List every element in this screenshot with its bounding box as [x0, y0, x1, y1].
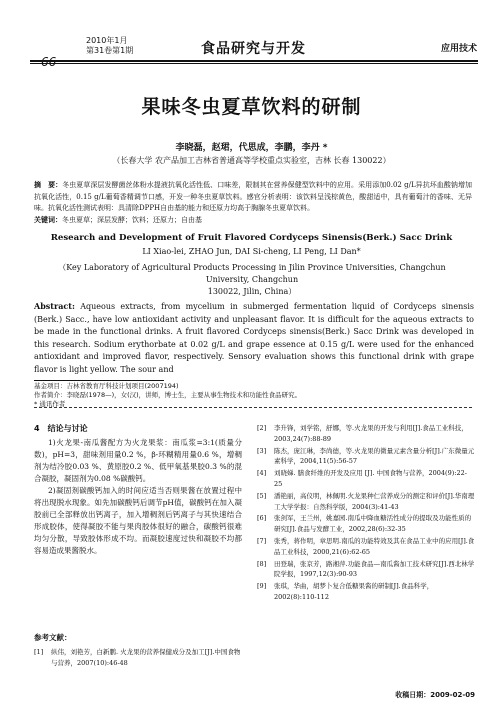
body-paragraph: 2)凝固剂碳酸钙加入的时间应适当否则果酱在放置过程中将出现脱水现象。如先加碳酸钙后调节pH值，碳酸钙在加入凝胶前已全部释放出钙离子，加入增稠剂后钙离子与其快速结合形成胶体，使得凝胶不能与果肉胶体很好的融合，碳酸钙很难均匀分散，导致胶体形成不均。而凝胶速度过快和凝胶不均都容易造成果酱脱水。: [34, 486, 242, 555]
issue-volume: 第31卷第1期: [86, 46, 134, 55]
section-divider: [34, 407, 472, 408]
keywords-text: 冬虫夏草；深层发酵；饮料；还原力；自由基: [62, 216, 202, 224]
reference-item: [5] 潘艳丽，高仪明，林佩明.火龙果种仁营养成分的测定和评价[J].华南理工大学学报：自然科学版，2004(3):41-43: [257, 491, 475, 511]
received-date: 收稿日期：2009-02-09: [395, 691, 475, 699]
english-affiliation-line2: 130022, Jilin, China）: [207, 287, 297, 296]
footnote-rule: [34, 380, 164, 381]
reference-item: [2] 李升锋，刘学铭，舒娜，等.火龙果的开发与利用[J].食品工业科技，2003,24(7):88-89: [257, 424, 468, 443]
body-left-column: [34, 423, 242, 557]
footnote-corresponding: * 通讯作者: [34, 400, 66, 408]
references-left: [34, 647, 242, 670]
header-rule-thin: [30, 63, 478, 64]
section-name: 应用技术: [440, 44, 477, 54]
english-affiliation: [36, 262, 468, 298]
journal-name: 食品研究与开发: [201, 41, 306, 57]
english-abstract-text: Aqueous extracts, from mycelium in submerged fermentation liquid of Cordyceps sinensis (Berk.) Sacc., have low antioxidant activity and unpleasant flavor. It is difficult for the aqueous extracts to be made in the functional drinks. A fruit flavored Cordyceps sinensis(Berk.) Sacc Drink was developed in this research. Sodium erythorbate at 0.02 g/L and grape essence at 0.15 g/L were used for the enhanced antioxidant and improved flavor, respectively. Sensory evaluation shows this functional drink with grape flavor is light yellow. The sour and: [34, 302, 474, 374]
abstract-text: 冬虫夏草深层发酵菌丝体粉水提液抗氧化活性低、口味差，限制其在营养保健型饮料中的应用。采用添加0.02 g/L异抗坏血酸钠增加抗氧化活性，0.15 g/L葡萄香精调节口感，开发一种冬虫夏草饮料。感官分析表明：该饮料呈浅棕黄色，酸甜适中，具有葡萄汁的香味、无异味。抗氧化活性测试表明：具清除DPPH自由基的能力和还原力均高于胸腺冬虫夏草饮料。: [34, 181, 472, 212]
references-heading: 参考文献：: [34, 633, 72, 642]
references-right: [257, 423, 475, 604]
article-title: 果味冬虫夏草饮料的研制: [141, 96, 362, 118]
english-authors: LI Xiao-lei, ZHAO Jun, DAI Si-cheng, LI Peng, LI Dan*: [142, 247, 361, 256]
english-abstract: [34, 300, 474, 377]
header-rule-thick: [30, 60, 478, 62]
chinese-abstract: [34, 179, 472, 215]
issue-date: 2010年1月: [86, 36, 128, 45]
reference-item: [9] 张琪，华曲，胡梦卜复合低糖果酱的研制[J].食品科学，2002(8):110-112: [257, 582, 434, 601]
abstract-label: 摘 要：: [34, 180, 63, 189]
reference-item: [1] 纵伟，刘艳芳，白新鹏. 火龙果的营养保健成分及加工[J].中国食物与营养，2007(10):46-48: [34, 648, 241, 667]
body-paragraph: 1)火龙果-南瓜酱配方为火龙果浆：南瓜浆=3:1(质量分数)，pH=3，甜味剂用量0.2 %，β-环糊精用量0.6 %，增稠剂为结冷胶0.03 %、黄原胶0.2 %、低甲氧基果胶0.3 %的混合凝胶，凝固剂为0.08 %碳酸钙。: [34, 438, 242, 483]
reference-item: [7] 张秀，蒋作明，章思明.南瓜的功能特效及其在食品工业中的应用[J].食品工业科技，2000,21(6):62-65: [257, 536, 475, 556]
keywords-label: 关键词：: [34, 215, 62, 224]
page-number: 66: [41, 55, 57, 69]
chinese-keywords: [34, 214, 472, 226]
article-authors: 李晓磊，赵珺，代思成，李鹏，李丹 *: [175, 143, 328, 153]
english-title: Research and Development of Fruit Flavored Cordyceps Sinensis(Berk.) Sacc Drink: [50, 233, 453, 243]
article-affiliation: （长春大学 农产品加工吉林省普通高等学校重点实验室，吉林 长春 130022）: [112, 156, 391, 165]
english-affiliation-line1: （Key Laboratory of Agricultural Products Processing in Jilin Province Universities, Changchun University, Changchun: [58, 263, 446, 284]
reference-item: [4] 刘晓娣. 膳食纤维的开发及应用 [J]. 中国食物与营养，2004(9):22-25: [257, 469, 467, 488]
footnote-author: 作者简介：李晓磊(1978—)，女(汉)，讲师，博士生，主要从事生物技术和功能性食品研究。: [34, 391, 302, 399]
section-heading: 4 结论与讨论: [34, 424, 88, 433]
english-abstract-label: Abstract:: [34, 301, 75, 311]
reference-item: [3] 陈杰，庞江琳，李尚德，等.火龙果的微量元素含量分析[J].广东微量元素科学，2004,11(5):56-57: [257, 446, 475, 466]
footnote-fund: 基金项目：吉林省教育厅科技计划项目(2007194): [34, 382, 179, 390]
reference-item: [6] 张剑军，王兰州，姚嘉园.南瓜中降血糖活性成分的提取及功能性质的研究[J].食品与发酵工业，2002,28(6):32-35: [257, 514, 472, 534]
reference-item: [8] 田登瑞，张京芳，路湘萍.功能食品—南瓜酱加工技术研究[J].西北林学院学报，1997,12(3):90-93: [257, 559, 475, 579]
